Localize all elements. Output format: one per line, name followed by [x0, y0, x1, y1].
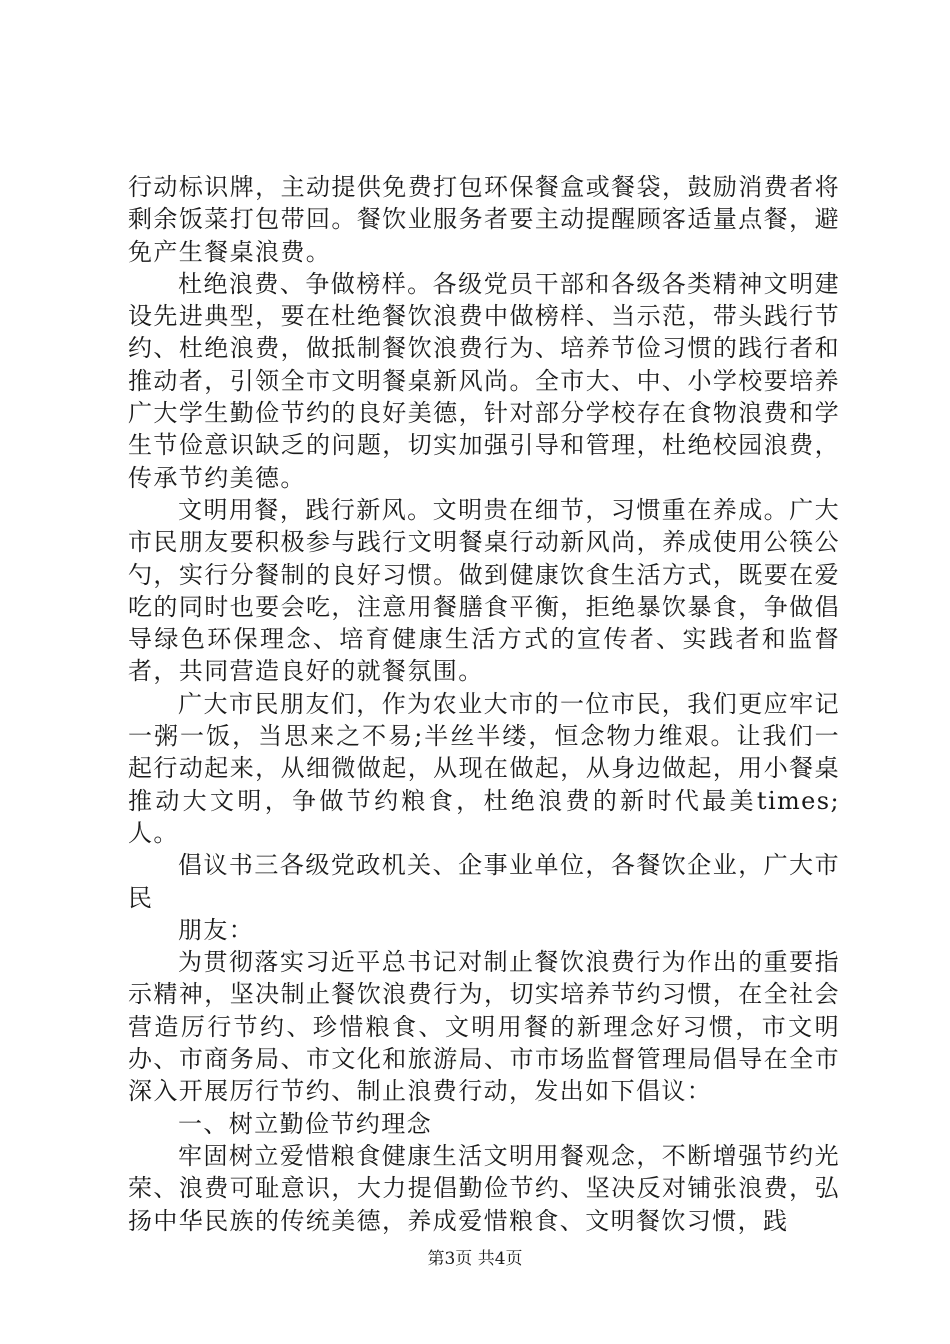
paragraph-section-1-body: 牢固树立爱惜粮食健康生活文明用餐观念，不断增强节约光荣、浪费可耻意识，大力提倡勤俭节约、坚决反对铺张浪费，弘扬中华民族的传统美德，养成爱惜粮食、文明餐饮习惯，践	[128, 1141, 840, 1235]
paragraph-civilized-dining: 文明用餐，践行新风。文明贵在细节，习惯重在养成。广大市民朋友要积极参与践行文明餐桌行动新风尚，养成使用公筷公勺，实行分餐制的良好习惯。做到健康饮食生活方式，既要在爱吃的同时也要会吃，注意用餐膳食平衡，拒绝暴饮暴食，争做倡导绿色环保理念、培育健康生活方式的宣传者、实践者和监督者，共同营造良好的就餐氛围。	[128, 495, 840, 686]
paragraph-intro: 为贯彻落实习近平总书记对制止餐饮浪费行为作出的重要指示精神，坚决制止餐饮浪费行为，切实培养节约习惯，在全社会营造厉行节约、珍惜粮食、文明用餐的新理念好习惯，市文明办、市商务局、市文化和旅游局、市市场监督管理局倡导在全市深入开展厉行节约、制止浪费行动，发出如下倡议：	[128, 948, 840, 1106]
paragraph-salutation: 朋友：	[178, 915, 255, 944]
paragraph-proposal-three-heading: 倡议书三各级党政机关、企事业单位，各餐饮企业，广大市民	[128, 851, 840, 912]
paragraph-citizens-appeal: 广大市民朋友们，作为农业大市的一位市民，我们更应牢记一粥一饭，当思来之不易;半丝半缕，恒念物力维艰。让我们一起行动起来，从细微做起，从现在做起，从身边做起，用小餐桌推动大文明，争做节约粮食，杜绝浪费的新时代最美times;人。	[128, 689, 840, 847]
page-footer: 第3页 共4页	[427, 1249, 523, 1269]
document-body	[128, 171, 840, 1237]
paragraph-avoid-waste: 杜绝浪费、争做榜样。各级党员干部和各级各类精神文明建设先进典型，要在杜绝餐饮浪费中做榜样、当示范，带头践行节约、杜绝浪费，做抵制餐饮浪费行为、培养节俭习惯的践行者和推动者，引领全市文明餐桌新风尚。全市大、中、小学校要培养广大学生勤俭节约的良好美德，针对部分学校存在食物浪费和学生节俭意识缺乏的问题，切实加强引导和管理，杜绝校园浪费，传承节约美德。	[128, 269, 840, 492]
section-heading-1: 一、树立勤俭节约理念	[178, 1109, 432, 1138]
paragraph-continued: 行动标识牌，主动提供免费打包环保餐盒或餐袋，鼓励消费者将剩余饭菜打包带回。餐饮业服务者要主动提醒顾客适量点餐，避免产生餐桌浪费。	[128, 173, 840, 266]
